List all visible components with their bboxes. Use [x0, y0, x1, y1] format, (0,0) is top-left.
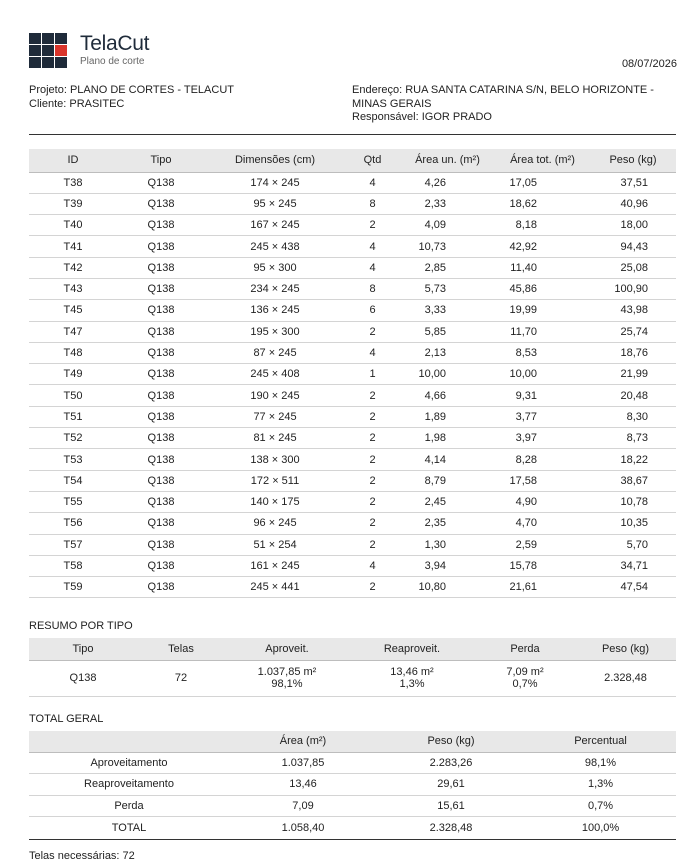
table-cell: 34,71 — [590, 555, 676, 576]
table-cell: 1 — [345, 364, 400, 385]
table-cell: 15,78 — [495, 555, 590, 576]
project-info-right — [352, 84, 672, 125]
table-cell: Q138 — [117, 236, 205, 257]
table-cell: 8 — [345, 193, 400, 214]
table-cell: 2 — [345, 215, 400, 236]
table-cell: T40 — [29, 215, 117, 236]
table-row — [29, 428, 676, 449]
table-cell: 51 × 254 — [205, 534, 345, 555]
table-cell: 18,62 — [495, 193, 590, 214]
total-cell: Reaproveitamento — [29, 774, 229, 796]
table-cell: 2,35 — [400, 513, 495, 534]
table-cell: T41 — [29, 236, 117, 257]
table-cell: 2 — [345, 385, 400, 406]
client-name: Cliente: PRASITEC — [29, 97, 125, 110]
cuts-table-header — [29, 149, 676, 172]
table-cell: 8,28 — [495, 449, 590, 470]
table-cell: 25,08 — [590, 257, 676, 278]
summary-col-header: Tipo — [29, 638, 137, 660]
table-cell: 95 × 245 — [205, 193, 345, 214]
summary-peso: 2.328,48 — [575, 660, 676, 696]
table-cell: 11,40 — [495, 257, 590, 278]
table-cell: 94,43 — [590, 236, 676, 257]
table-cell: 21,99 — [590, 364, 676, 385]
table-cell: 10,00 — [400, 364, 495, 385]
cuts-col-header: Qtd — [345, 149, 400, 172]
table-cell: 10,73 — [400, 236, 495, 257]
table-cell: Q138 — [117, 215, 205, 236]
table-cell: Q138 — [117, 555, 205, 576]
summary-table-header — [29, 638, 676, 660]
telacut-logo-icon — [29, 33, 68, 68]
table-row — [29, 172, 676, 193]
summary-aproveit — [225, 660, 349, 696]
table-cell: 42,92 — [495, 236, 590, 257]
project-name: Projeto: PLANO DE CORTES - TELACUT — [29, 84, 234, 96]
table-cell: 10,78 — [590, 491, 676, 512]
table-cell: 10,35 — [590, 513, 676, 534]
table-cell: 17,05 — [495, 172, 590, 193]
table-cell: 8,53 — [495, 342, 590, 363]
table-cell: 2 — [345, 428, 400, 449]
table-cell: 4 — [345, 172, 400, 193]
table-cell: 43,98 — [590, 300, 676, 321]
table-cell: 96 × 245 — [205, 513, 345, 534]
total-cell: 1.037,85 — [229, 752, 377, 774]
total-cell: Aproveitamento — [29, 752, 229, 774]
table-cell: T45 — [29, 300, 117, 321]
cuts-col-header: ID — [29, 149, 117, 172]
table-cell: 245 × 438 — [205, 236, 345, 257]
table-cell: 87 × 245 — [205, 342, 345, 363]
table-row — [29, 236, 676, 257]
summary-table — [29, 638, 676, 697]
table-cell: 3,33 — [400, 300, 495, 321]
total-col-header: Peso (kg) — [377, 731, 525, 752]
total-cell: 0,7% — [525, 795, 676, 817]
table-cell: Q138 — [117, 470, 205, 491]
table-cell: 2,85 — [400, 257, 495, 278]
table-cell: 11,70 — [495, 321, 590, 342]
table-cell: 2 — [345, 406, 400, 427]
table-cell: 10,80 — [400, 577, 495, 598]
table-cell: 2 — [345, 470, 400, 491]
table-row — [29, 491, 676, 512]
table-cell: 2,45 — [400, 491, 495, 512]
table-cell: 95 × 300 — [205, 257, 345, 278]
table-cell: 172 × 511 — [205, 470, 345, 491]
table-row — [29, 278, 676, 299]
total-grand-cell: 1.058,40 — [229, 817, 377, 840]
total-cell: 13,46 — [229, 774, 377, 796]
cuts-col-header: Dimensões (cm) — [205, 149, 345, 172]
table-cell: 2,59 — [495, 534, 590, 555]
table-cell: 2 — [345, 449, 400, 470]
table-cell: 4,26 — [400, 172, 495, 193]
address-line-1: Endereço: RUA SANTA CATARINA S/N, BELO HORIZONTE - — [352, 84, 654, 96]
table-cell: 2,13 — [400, 342, 495, 363]
table-row — [29, 470, 676, 491]
total-table — [29, 731, 676, 840]
total-cell: 2.283,26 — [377, 752, 525, 774]
brand-subtitle: Plano de corte — [80, 56, 145, 67]
table-cell: 45,86 — [495, 278, 590, 299]
table-cell: 47,54 — [590, 577, 676, 598]
table-cell: T50 — [29, 385, 117, 406]
summary-reaproveit-area: 13,46 m² — [390, 666, 434, 678]
table-cell: 2 — [345, 513, 400, 534]
table-cell: 38,67 — [590, 470, 676, 491]
table-cell: Q138 — [117, 428, 205, 449]
table-cell: 4 — [345, 236, 400, 257]
table-cell: Q138 — [117, 449, 205, 470]
table-cell: T47 — [29, 321, 117, 342]
table-cell: 190 × 245 — [205, 385, 345, 406]
table-row — [29, 321, 676, 342]
table-cell: 8,73 — [590, 428, 676, 449]
table-cell: 4,70 — [495, 513, 590, 534]
table-cell: 8 — [345, 278, 400, 299]
table-cell: Q138 — [117, 491, 205, 512]
table-row — [29, 342, 676, 363]
table-cell: T55 — [29, 491, 117, 512]
total-grand-row — [29, 817, 676, 840]
table-cell: T51 — [29, 406, 117, 427]
cuts-col-header: Peso (kg) — [590, 149, 676, 172]
summary-telas: 72 — [137, 660, 225, 696]
total-row — [29, 795, 676, 817]
table-cell: 4,09 — [400, 215, 495, 236]
total-table-header — [29, 731, 676, 752]
table-cell: 136 × 245 — [205, 300, 345, 321]
table-cell: Q138 — [117, 385, 205, 406]
table-cell: 8,18 — [495, 215, 590, 236]
table-row — [29, 449, 676, 470]
summary-aproveit-pct: 98,1% — [271, 678, 303, 690]
table-cell: 1,30 — [400, 534, 495, 555]
table-cell: 6 — [345, 300, 400, 321]
table-cell: T58 — [29, 555, 117, 576]
report-date: 08/07/2026 — [621, 58, 677, 70]
table-cell: 8,79 — [400, 470, 495, 491]
table-cell: 138 × 300 — [205, 449, 345, 470]
cuts-col-header: Área tot. (m²) — [495, 149, 590, 172]
table-cell: 245 × 408 — [205, 364, 345, 385]
summary-perda — [475, 660, 575, 696]
table-cell: 3,94 — [400, 555, 495, 576]
table-cell: Q138 — [117, 534, 205, 555]
summary-col-header: Reaproveit. — [349, 638, 475, 660]
table-cell: 100,90 — [590, 278, 676, 299]
total-grand-cell: TOTAL — [29, 817, 229, 840]
cuts-table — [29, 149, 676, 598]
table-cell: 4 — [345, 555, 400, 576]
table-cell: 161 × 245 — [205, 555, 345, 576]
table-cell: T57 — [29, 534, 117, 555]
cuts-table-body — [29, 172, 676, 598]
table-cell: 4 — [345, 342, 400, 363]
table-cell: Q138 — [117, 300, 205, 321]
table-row — [29, 406, 676, 427]
cuts-col-header: Área un. (m²) — [400, 149, 495, 172]
summary-tipo: Q138 — [29, 660, 137, 696]
total-title: TOTAL GERAL — [29, 713, 104, 725]
table-cell: Q138 — [117, 406, 205, 427]
table-cell: 5,70 — [590, 534, 676, 555]
table-cell: 5,73 — [400, 278, 495, 299]
table-row — [29, 215, 676, 236]
table-cell: 25,74 — [590, 321, 676, 342]
table-cell: 21,61 — [495, 577, 590, 598]
total-col-header: Percentual — [525, 731, 676, 752]
table-cell: 140 × 175 — [205, 491, 345, 512]
table-cell: 9,31 — [495, 385, 590, 406]
summary-reaproveit — [349, 660, 475, 696]
table-row — [29, 385, 676, 406]
table-cell: 18,00 — [590, 215, 676, 236]
summary-aproveit-area: 1.037,85 m² — [257, 666, 317, 678]
table-cell: Q138 — [117, 321, 205, 342]
table-cell: 2 — [345, 534, 400, 555]
total-cell: 7,09 — [229, 795, 377, 817]
table-row — [29, 577, 676, 598]
summary-perda-pct: 0,7% — [512, 678, 538, 690]
table-cell: T38 — [29, 172, 117, 193]
cuts-col-header: Tipo — [117, 149, 205, 172]
table-cell: 4,90 — [495, 491, 590, 512]
table-cell: 10,00 — [495, 364, 590, 385]
summary-col-header: Perda — [475, 638, 575, 660]
total-table-body — [29, 752, 676, 840]
table-cell: 2 — [345, 491, 400, 512]
total-cell: Perda — [29, 795, 229, 817]
total-cell: 1,3% — [525, 774, 676, 796]
table-row — [29, 300, 676, 321]
table-cell: T54 — [29, 470, 117, 491]
project-info — [29, 84, 677, 129]
table-cell: T59 — [29, 577, 117, 598]
table-cell: 20,48 — [590, 385, 676, 406]
table-cell: 3,97 — [495, 428, 590, 449]
table-cell: T48 — [29, 342, 117, 363]
table-cell: 4 — [345, 257, 400, 278]
table-cell: 195 × 300 — [205, 321, 345, 342]
responsible-name: Responsável: IGOR PRADO — [352, 111, 492, 123]
table-cell: T52 — [29, 428, 117, 449]
table-cell: Q138 — [117, 278, 205, 299]
total-grand-cell: 2.328,48 — [377, 817, 525, 840]
table-cell: 2 — [345, 577, 400, 598]
table-cell: 19,99 — [495, 300, 590, 321]
table-cell: 174 × 245 — [205, 172, 345, 193]
table-cell: 18,22 — [590, 449, 676, 470]
table-cell: T42 — [29, 257, 117, 278]
summary-col-header: Peso (kg) — [575, 638, 676, 660]
total-grand-cell: 100,0% — [525, 817, 676, 840]
total-cell: 29,61 — [377, 774, 525, 796]
table-cell: T49 — [29, 364, 117, 385]
table-cell: 37,51 — [590, 172, 676, 193]
table-cell: 167 × 245 — [205, 215, 345, 236]
summary-col-header: Aproveit. — [225, 638, 349, 660]
table-cell: 1,89 — [400, 406, 495, 427]
table-cell: 4,14 — [400, 449, 495, 470]
table-cell: 4,66 — [400, 385, 495, 406]
table-row — [29, 364, 676, 385]
table-cell: 40,96 — [590, 193, 676, 214]
table-row — [29, 257, 676, 278]
table-cell: 2 — [345, 321, 400, 342]
table-cell: T56 — [29, 513, 117, 534]
summary-col-header: Telas — [137, 638, 225, 660]
table-cell: Q138 — [117, 193, 205, 214]
address-line-2: MINAS GERAIS — [352, 97, 432, 110]
table-row — [29, 193, 676, 214]
total-cell: 98,1% — [525, 752, 676, 774]
brand-name: TelaCut — [80, 32, 150, 55]
summary-reaproveit-pct: 1,3% — [399, 678, 425, 690]
table-cell: 5,85 — [400, 321, 495, 342]
table-cell: 2,33 — [400, 193, 495, 214]
table-cell: 245 × 441 — [205, 577, 345, 598]
table-cell: T43 — [29, 278, 117, 299]
summary-row — [29, 660, 676, 696]
table-cell: 77 × 245 — [205, 406, 345, 427]
summary-title: RESUMO POR TIPO — [29, 620, 133, 632]
table-row — [29, 555, 676, 576]
table-cell: T53 — [29, 449, 117, 470]
summary-perda-area: 7,09 m² — [506, 666, 544, 678]
table-cell: 8,30 — [590, 406, 676, 427]
table-cell: 234 × 245 — [205, 278, 345, 299]
total-row — [29, 752, 676, 774]
total-cell: 15,61 — [377, 795, 525, 817]
total-col-header — [29, 731, 229, 752]
table-cell: Q138 — [117, 342, 205, 363]
table-cell: 18,76 — [590, 342, 676, 363]
table-cell: Q138 — [117, 577, 205, 598]
table-cell: 81 × 245 — [205, 428, 345, 449]
table-cell: Q138 — [117, 364, 205, 385]
total-col-header: Área (m²) — [229, 731, 377, 752]
table-cell: 1,98 — [400, 428, 495, 449]
project-info-left — [29, 84, 234, 111]
brand — [80, 32, 149, 68]
telas-necessarias: Telas necessárias: 72 — [29, 850, 135, 862]
table-row — [29, 534, 676, 555]
table-cell: 17,58 — [495, 470, 590, 491]
table-cell: T39 — [29, 193, 117, 214]
table-cell: Q138 — [117, 257, 205, 278]
table-row — [29, 513, 676, 534]
report-header — [29, 32, 677, 72]
table-cell: 3,77 — [495, 406, 590, 427]
table-cell: Q138 — [117, 172, 205, 193]
table-cell: Q138 — [117, 513, 205, 534]
total-row — [29, 774, 676, 796]
header-divider — [29, 134, 676, 135]
